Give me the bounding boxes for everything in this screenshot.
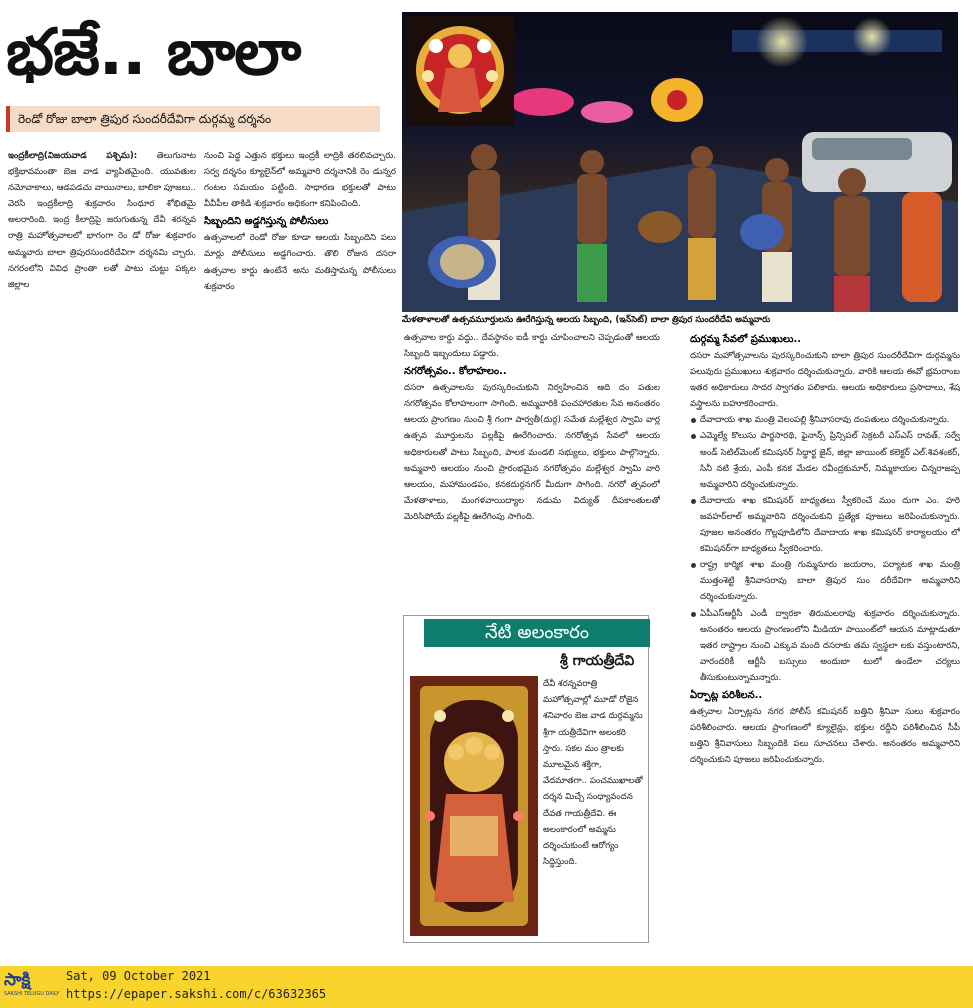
list-item: ఎమ్మెల్యే కొలుసు పార్థసారథి, ఫైనాన్స్ ప్రిన్సిపల్ సెక్రటరీ ఎస్‌ఎస్ రావత్, సర్వే అండ్ సెటిల్‌మెంట్ కమిషనర్ సిద్ధార్థ జైన్, జిల్లా జాయింట్ కలెక్టర్ ఎల్.శివశంకర్, సినీ నటి శ్రేయ, ఎంపీ కనక మేడల రవీంద్రకుమార్, నిమ్మకాయల చిన్నరాజప్ప అమ్మవారిని దర్శించుకున్నారు.	[690, 428, 960, 492]
list-item: దేవాదాయ శాఖ కమిషనర్ బాధ్యతలు స్వీకరించే ముం దుగా ఎం. హరి జవహర్‌లాల్ అమ్మవారిని దర్శించుకుని ప్రత్యేక పూజలు జరిపించుకున్నారు. పూజల అనంతరం గొల్లపూడిలోని దేవాదాయ శాఖ కమిషనర్ కార్యాలయం లో కమిషనర్‌గా బాధ్యతలు స్వీకరించారు.	[690, 493, 960, 557]
col2-paragraph-2: ఉత్సవాలలో రెండో రోజు కూడా ఆలయ సిబ్బందిని పలు మార్లు పోలీసులు అడ్డగించారు. తొలి రోజున దసరా ఉత్సవాల కార్డు ఉంటేనే అను మతిస్తామన్న పోలీసులు శుక్రవారం	[204, 233, 396, 292]
article-column-1	[8, 148, 196, 392]
col2-paragraph-1: నుంచి పెద్ద ఎత్తున భక్తులు ఇంద్రకీ లాద్రికి తరలివచ్చారు. సర్వ దర్శనం క్యూలైన్‌లో అమ్మవారి దర్శనానికి రెం డున్నర గంటల సమయం పట్టింది. సాధారణ భక్తులతో పాటు వీవీపీల తాకిడి శుక్రవారం అధికంగా కనిపించింది.	[204, 151, 396, 210]
col1-body: తెలుగునాట భక్తిభావమంతా బెజ వాడ వ్యాపితమైంది. యువతుల నమోవాకాలు, ఆడపడచు వాయినాలు, బాలికా పూజలు.. వెరసి ఇంద్రకీలాద్రి శుక్రవారం సింధూర శోభితమై అలరారింది. ఇంద్ర కీలాద్రిపై జరుగుతున్న దేవీ శరన్నవ రాత్రి మహోత్సవాలలో భాగంగా రెం డో రోజు శుక్రవారం అమ్మవారు బాలా త్రిపురసుందరీదేవిగా దర్శనమి చ్చారు. నగరంలోని వివిధ ప్రాంతా లతో పాటు చుట్టు పక్కల జిల్లాల	[8, 151, 196, 290]
col4-heading-1: దుర్గమ్మ సేవలో ప్రముఖులు..	[690, 334, 802, 345]
col4-paragraph-1: దసరా మహోత్సవాలను పురస్కరించుకుని బాలా త్రిపుర సుందరీదేవిగా దుర్గమ్మను పలువురు ప్రముఖులు శుక్రవారం దర్శించుకున్నారు. వారికి ఆలయ ఈవో భ్రమరాంబ ఇతర అధికారులు సాదర స్వాగతం పలికారు. ఆలయ అధికారులు ప్రసాదాలు, శేష వస్త్రాలను బహూకరించారు.	[690, 351, 960, 410]
col4-paragraph-2: ఉత్సవాల ఏర్పాట్లను నగర పోలీస్ కమిషనర్ బత్తిని శ్రీనివా సులు శుక్రవారం పరిశీలించారు. ఆలయ ప్రాంగణంలో క్యూలైన్లు, భక్తుల రద్దీని పరిశీలించిన సీపీ బత్తిని శ్రీనివాసులు సిబ్బందికి పలు సూచనలు చేశారు. అనంతరం అమ్మవారిని దర్శించుకుని పూజలు జరిపించుకున్నారు.	[690, 706, 960, 766]
edition-date: Sat, 09 October 2021	[66, 969, 211, 983]
box-title: నేటి అలంకారం	[424, 619, 650, 647]
col3-heading: నగరోత్సవం.. కోలాహలం..	[404, 366, 507, 378]
headline: భజే.. బాలా	[6, 16, 301, 90]
list-item: ఏపీఎస్‌ఆర్టీసీ ఎండీ ద్వారకా తిరుమలరావు శుక్రవారం దర్శించుకున్నారు. అనంతరం ఆలయ ప్రాంగణంలోని మీడియా పాయింట్‌లో ఆయన మాట్లాడుతూ ఇతర రాష్ట్రాల నుంచి ఎక్కువ మంది దసరాకు తమ స్వస్థలా లకు వస్తుంటారని, వారందరికీ ఆర్టీసీ బస్సులు అందుబా టులో ఉండేలా చర్యలు తీసుకుంటున్నామన్నారు.	[690, 606, 960, 686]
col4-heading-2: ఏర్పాట్ల పరిశీలన..	[690, 689, 763, 701]
inset-photo-goddess	[406, 16, 514, 126]
procession-photo	[402, 12, 958, 312]
gayatri-illustration	[410, 676, 538, 936]
logo-text: సాక్షి	[4, 970, 31, 990]
inset-goddess-illustration	[406, 16, 514, 126]
logo-subtext: SAKSHI TELUGU DAILY	[4, 991, 60, 997]
col2-heading: సిబ్బందిని అడ్డగిస్తున్న పోలీసులు	[204, 216, 329, 228]
sakshi-logo[interactable]	[4, 970, 64, 1002]
photo-caption: మేళతాళాలతో ఉత్సవమూర్తులను ఊరేగిస్తున్న ఆలయ సిబ్బంది, (ఇన్‌సెట్) బాలా త్రిపుర సుందరీదేవి అమ్మవారు	[402, 312, 958, 328]
box-text: దేవీ శరన్నవరాత్రి మహోత్సవాల్లో మూడో రోజైన శనివారం బెజ వాడ దుర్గమ్మను శ్రీగా యత్రీదేవిగా అలంకరి స్తారు. సకల మం త్రాలకు మూలమైన శక్తిగా, వేదమాతగా.. పంచముఖాలతో దర్శన మిచ్చే సంధ్యావందన దేవత గాయత్రీదేవి. ఈ అలంకారంలో అమ్మను దర్శించుకుంటే ఆరోగ్యం సిద్ధిస్తుంది.	[543, 679, 643, 868]
dateline: ఇంద్రకీలాద్రి(విజయవాడ పశ్చిమ):	[8, 151, 138, 161]
article-column-2	[204, 148, 396, 392]
article-column-3	[404, 330, 660, 600]
article-column-4	[690, 330, 960, 962]
list-item: రాష్ట్ర కార్మిక శాఖ మంత్రి గుమ్మనూరు జయరాం, పర్యాటక శాఖ మంత్రి ముత్తంశెట్టి శ్రీనివాసరావు బాలా త్రిపుర సుం దరీదేవిగా అమ్మవారిని దర్శించుకున్నారు.	[690, 557, 960, 605]
col3-paragraph-1: ఉత్సవాల కార్డు వద్దు.. దేవస్థానం ఐడీ కార్డు చూపించాలని చెప్పడంతో ఆలయ సిబ్బంది ఇబ్బందులు పడ్డారు.	[404, 333, 660, 360]
list-item: దేవాదాయ శాఖ మంత్రి వెలంపల్లి శ్రీనివాసరావు దంపతులు దర్శించుకున్నారు.	[690, 412, 960, 428]
dignitaries-list	[690, 412, 960, 686]
box-subtitle: శ్రీ గాయత్రీదేవి	[560, 653, 635, 669]
gayatri-devi-photo	[410, 676, 538, 936]
epaper-link[interactable]: https://epaper.sakshi.com/c/63632365	[66, 987, 327, 1001]
subheadline: రెండో రోజు బాలా త్రిపుర సుందరీదేవిగా దుర్గమ్మ దర్శనం	[6, 106, 380, 132]
col3-paragraph-2: దసరా ఉత్సవాలను పురస్కరించుకుని నిర్వహించిన ఆది దం పతుల నగరోత్సవం కోలాహలంగా సాగింది. అమ్మవారికి పంచహారతుల సేవ అనంతరం ఆలయ ప్రాంగణం నుంచి శ్రీ గంగా పార్వతీ(దుర్గ) సమేత మల్లేశ్వర స్వామి వార్ల ఉత్సవ మూర్తులను పల్లకీపై ఊరేగించారు. నగరోత్సవ సేవలో ఆలయ అధికారులతో పాటు సిబ్బంది, పాలక మండలి సభ్యులు, భక్తులు పాల్గొన్నారు. అమ్మవారి ఆలయం నుంచి ప్రారంభమైన నగరోత్సవం మల్లేశ్వర స్వామి వారి ఆలయం, మహామండపం, కనకదుర్గనగర్ మీదుగా సాగింది. నగరో త్సవంలో మేళతాళాలు, మంగళవాయిద్యాల నడుమ విద్యుత్ దీపకాంతులతో మెరిసిపోయే పల్లకీపై ఊరేగింపు సాగింది.	[404, 383, 660, 522]
